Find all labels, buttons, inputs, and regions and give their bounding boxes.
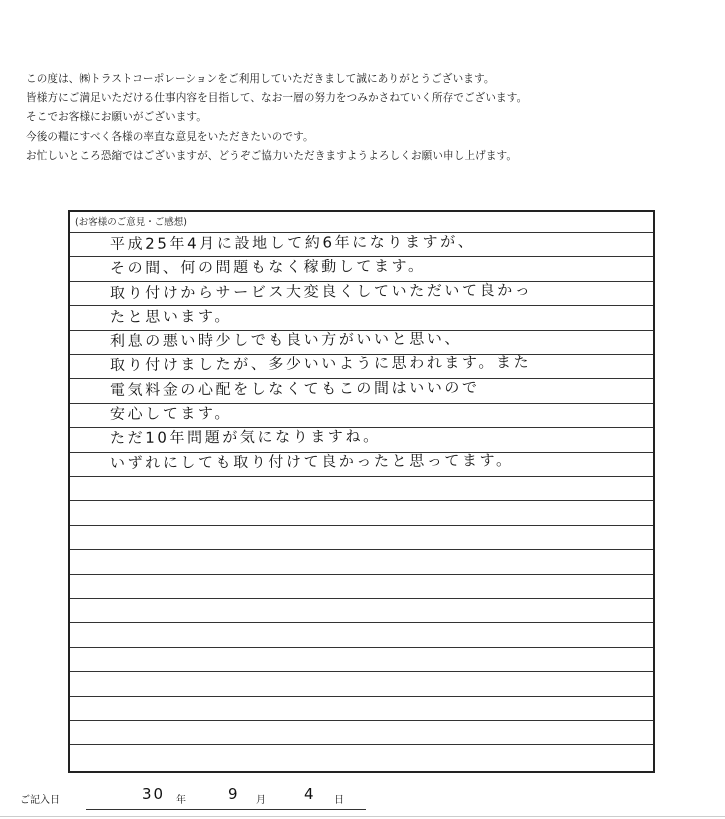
comment-line: いずれにしても取り付けて良かったと思ってます。 [109, 451, 514, 472]
rule-line [70, 525, 653, 526]
comment-line: 取り付けからサービス大変良くしていただいて良かっ [109, 281, 533, 302]
intro-line: 今後の糧にすべく各様の率直な意見をいただきたいのです。 [26, 130, 314, 143]
comment-line: 平成25年4月に設地して約6年になりますが、 [109, 232, 476, 253]
comment-line: 利息の悪い時少しでも良い方がいいと思い、 [109, 329, 463, 350]
intro-text [26, 70, 706, 166]
rule-line [70, 696, 653, 697]
date-year-unit: 年 [176, 795, 186, 806]
rule-line [70, 720, 653, 721]
date-month: 9 [228, 785, 240, 803]
page-bottom-edge [0, 816, 725, 817]
rule-line [70, 500, 653, 501]
date-underline [86, 809, 366, 810]
rule-line [70, 574, 653, 575]
date-year: 30 [142, 785, 166, 803]
date-label: ご記入日 [20, 795, 60, 806]
comment-line: 安心してます。 [109, 404, 233, 423]
comment-line: その間、何の問題もなく稼動してます。 [109, 256, 426, 277]
rule-line [70, 671, 653, 672]
rule-line [70, 598, 653, 599]
rule-line [70, 647, 653, 648]
comment-line: 電気料金の心配をしなくてもこの間はいいので [109, 378, 480, 399]
date-row [16, 783, 366, 811]
rule-line [70, 549, 653, 550]
comment-line: ただ10年問題が気になりますね。 [109, 427, 381, 447]
intro-line: お忙しいところ恐縮ではございますが、どうぞご協力いただきますようよろしくお願い申し上げます。 [26, 149, 518, 162]
comment-line: たと思います。 [109, 307, 233, 326]
rule-line [70, 476, 653, 477]
date-day-unit: 日 [334, 795, 344, 806]
rule-line [70, 744, 653, 745]
intro-line: 皆様方にご満足いただける仕事内容を目指して、なお一層の努力をつみかさねていく所存でございます。 [26, 92, 528, 105]
comment-line: 取り付けましたが、多少いいように思われます。また [109, 353, 532, 374]
comment-box-label: (お客様のご意見・ご感想) [75, 217, 187, 228]
date-month-unit: 月 [256, 795, 266, 806]
intro-line: この度は、㈱トラストコーポレーションをご利用していただきまして誠にありがとうございます。 [26, 73, 495, 85]
rule-line [70, 622, 653, 623]
date-day: 4 [304, 785, 316, 803]
intro-line: そこでお客様にお願いがございます。 [26, 111, 207, 124]
